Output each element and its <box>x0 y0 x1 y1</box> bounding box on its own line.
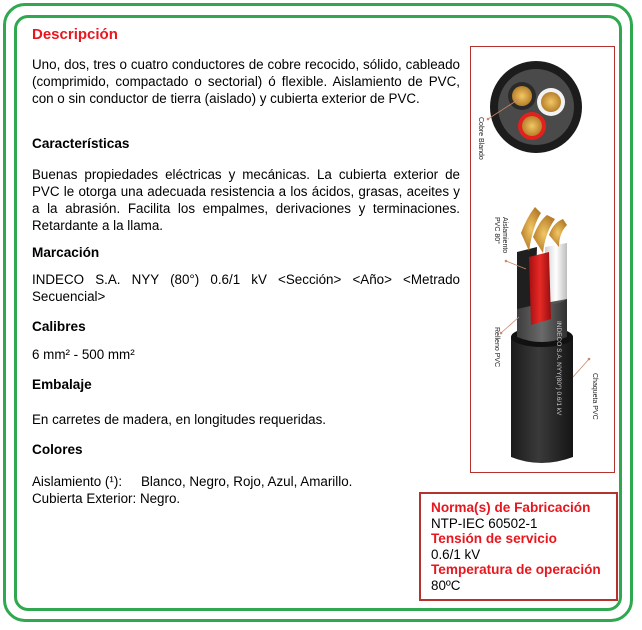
standard-label: Norma(s) de Fabricación <box>431 500 591 515</box>
label-jacket: Chaqueta PVC <box>591 373 598 420</box>
jacket-colors-row <box>32 490 460 507</box>
temperature-value: 80ºC <box>431 577 461 593</box>
packaging-text: En carretes de madera, en longitudes requeridas. <box>32 412 327 427</box>
label-insulation-2: PVC 80° <box>493 217 500 244</box>
voltage-label: Tensión de servicio <box>431 531 557 547</box>
insulation-value: Blanco, Negro, Rojo, Azul, Amarillo. <box>141 474 353 489</box>
cable-illustration <box>471 47 613 471</box>
packaging-heading: Embalaje <box>32 377 92 392</box>
cable-illustration-box <box>470 46 615 473</box>
colors-heading: Colores <box>32 442 83 457</box>
marking-text: INDECO S.A. NYY (80°) 0.6/1 kV <Sección> <Año> <Metrado Secuencial> <box>32 272 460 304</box>
temperature-label: Temperatura de operación <box>431 562 601 578</box>
insulation-colors-row <box>32 473 460 490</box>
jacket-value: Negro. <box>139 491 181 506</box>
jacket-label: Cubierta Exterior: <box>32 491 137 506</box>
insulation-label: Aislamiento (¹): <box>32 474 123 489</box>
label-filler: Relleno PVC <box>493 327 500 368</box>
marking-heading: Marcación <box>32 245 100 260</box>
specs-box <box>419 492 618 601</box>
gauges-text: 6 mm² - 500 mm² <box>32 347 135 362</box>
description-title: Descripción <box>32 26 118 43</box>
label-insulation-1: Aislamiento <box>501 217 508 254</box>
cable-side-view <box>511 207 573 463</box>
description-text: Uno, dos, tres o cuatro conductores de cobre recocido, sólido, cableado (comprimido, compactado o sectorial) ó flexible. Aislamiento de PVC, con o sin conductor de tierra (aislado) y cubierta exterior de PVC. <box>32 57 460 106</box>
cable-print-text: INDECO S.A. NYY(80°) 0.6/1 kV <box>555 321 562 416</box>
characteristics-heading: Características <box>32 136 130 151</box>
gauges-heading: Calibres <box>32 319 86 334</box>
voltage-value: 0.6/1 kV <box>431 546 481 562</box>
cross-section <box>490 61 582 153</box>
colors-text <box>32 473 460 507</box>
characteristics-text: Buenas propiedades eléctricas y mecánicas. La cubierta exterior de PVC le otorga una adecuada resistencia a los ácidos, grasas, aceites y a la abrasión. Facilita los empalmes, derivaciones y terminaciones. Retardante a la llama. <box>32 167 460 233</box>
label-copper: Cobre Blando <box>477 117 484 160</box>
standard-value: NTP-IEC 60502-1 <box>431 515 538 531</box>
